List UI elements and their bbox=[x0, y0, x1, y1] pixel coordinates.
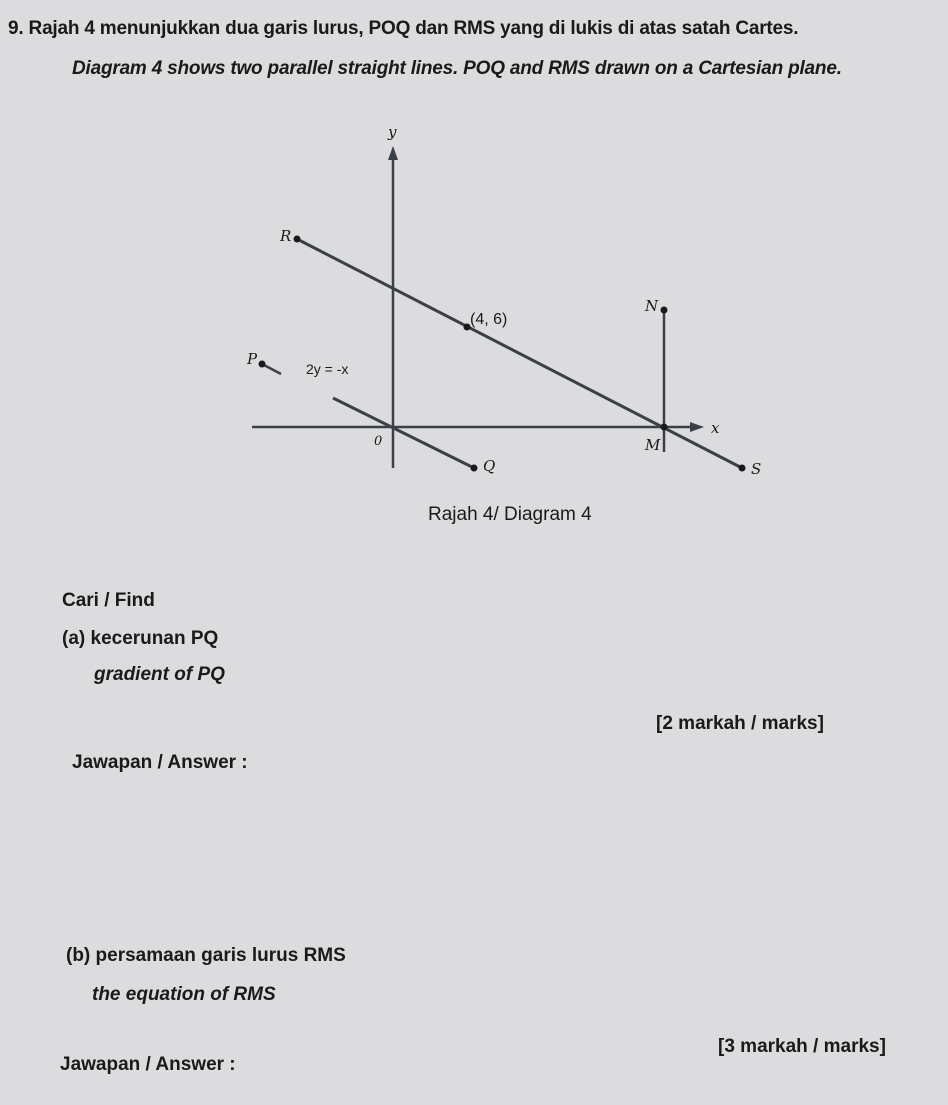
part-b-malay: (b) persamaan garis lurus RMS bbox=[66, 945, 346, 966]
part-b-english: the equation of RMS bbox=[92, 984, 276, 1005]
label-m: M bbox=[645, 436, 661, 454]
point-s bbox=[739, 465, 746, 472]
part-a-malay: (a) kecerunan PQ bbox=[62, 628, 219, 649]
point-q bbox=[471, 465, 478, 472]
label-s: S bbox=[751, 460, 762, 478]
label-n: N bbox=[645, 297, 659, 315]
part-b-answer-label: Jawapan / Answer : bbox=[60, 1054, 236, 1075]
question-text-english: Diagram 4 shows two parallel straight lines. POQ and RMS drawn on a Cartesian plane. bbox=[72, 58, 842, 79]
diagram-caption: Rajah 4/ Diagram 4 bbox=[428, 504, 592, 525]
cartesian-diagram bbox=[0, 0, 948, 540]
point-p bbox=[259, 361, 266, 368]
label-q: Q bbox=[483, 457, 496, 475]
label-r: R bbox=[280, 227, 292, 245]
question-number: 9. bbox=[8, 18, 24, 39]
point-m bbox=[661, 424, 668, 431]
x-axis-label: x bbox=[711, 419, 720, 437]
find-label: Cari / Find bbox=[62, 590, 155, 611]
line-equation-label: 2y = -x bbox=[306, 361, 349, 377]
y-axis-label: y bbox=[388, 123, 397, 141]
label-p: P bbox=[247, 350, 258, 368]
point-n bbox=[661, 307, 668, 314]
x-axis-arrow-icon bbox=[690, 422, 704, 432]
line-rms bbox=[297, 239, 742, 468]
part-a-english: gradient of PQ bbox=[94, 664, 225, 685]
line-poq bbox=[333, 398, 474, 468]
coordinate-label: (4, 6) bbox=[470, 311, 508, 328]
origin-label: 0 bbox=[374, 434, 383, 449]
question-malay-text: Rajah 4 menunjukkan dua garis lurus, POQ dan RMS yang di lukis di atas satah Cartes. bbox=[28, 18, 799, 39]
part-a-answer-label: Jawapan / Answer : bbox=[72, 752, 248, 773]
y-axis-arrow-icon bbox=[388, 146, 398, 160]
point-r bbox=[294, 236, 301, 243]
part-a-marks: [2 markah / marks] bbox=[656, 713, 824, 734]
part-b-marks: [3 markah / marks] bbox=[718, 1036, 886, 1057]
